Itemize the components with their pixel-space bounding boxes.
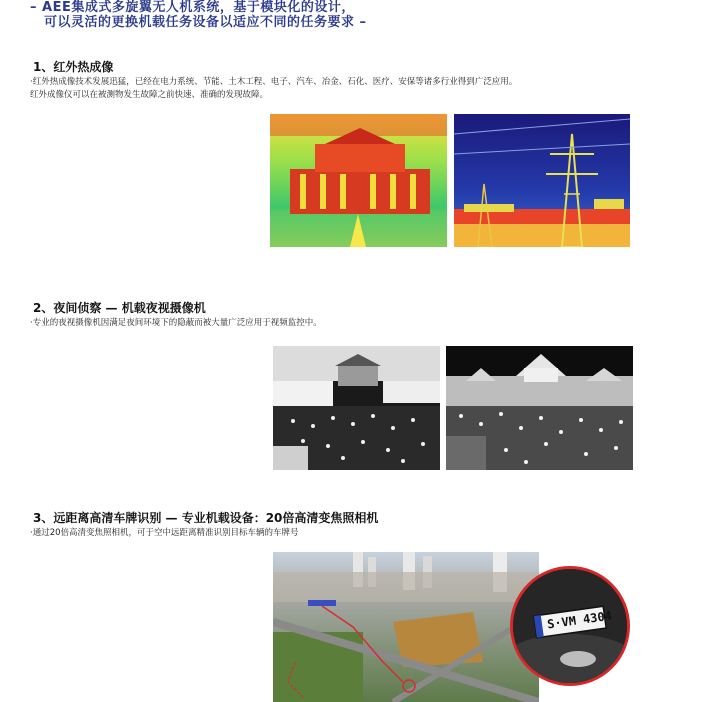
night-vision-crowd-image [446,346,633,470]
section-desc-infrared-1: ·红外热成像技术发展迅猛，已经在电力系统、节能、土木工程、电子、汽车、冶金、石化、医疗、安保等诸多行业得到广泛应用。 [30,77,518,87]
section-desc-plate-recognition: ·通过20倍高清变焦照相机，可于空中远距离精准识别目标车辆的车牌号 [30,528,299,538]
license-plate-zoom-inset [510,566,630,686]
section-desc-infrared-2: 红外成像仪可以在被测物发生故障之前快速、准确的发现故障。 [30,90,269,100]
section-title-infrared: 1、红外热成像 [33,60,114,74]
license-plate-text: S·VM 4304 [546,608,613,632]
aerial-city-image [273,552,539,702]
night-vision-square-image [273,346,440,470]
header-line-2: 可以灵活的更换机载任务设备以适应不同的任务要求 – [44,15,367,30]
thermal-power-tower-image [454,114,630,247]
header-line-1: – AEE集成式多旋翼无人机系统，基于模块化的设计， [30,0,355,15]
section-title-night-recon: 2、夜间侦察 — 机载夜视摄像机 [33,301,206,315]
thermal-building-image [270,114,447,247]
section-desc-night-recon: ·专业的夜视摄像机因满足夜间环境下的隐蔽而被大量广泛应用于视频监控中。 [30,318,322,328]
section-title-plate-recognition: 3、远距离高清车牌识别 — 专业机载设备：20倍高清变焦照相机 [33,511,379,525]
